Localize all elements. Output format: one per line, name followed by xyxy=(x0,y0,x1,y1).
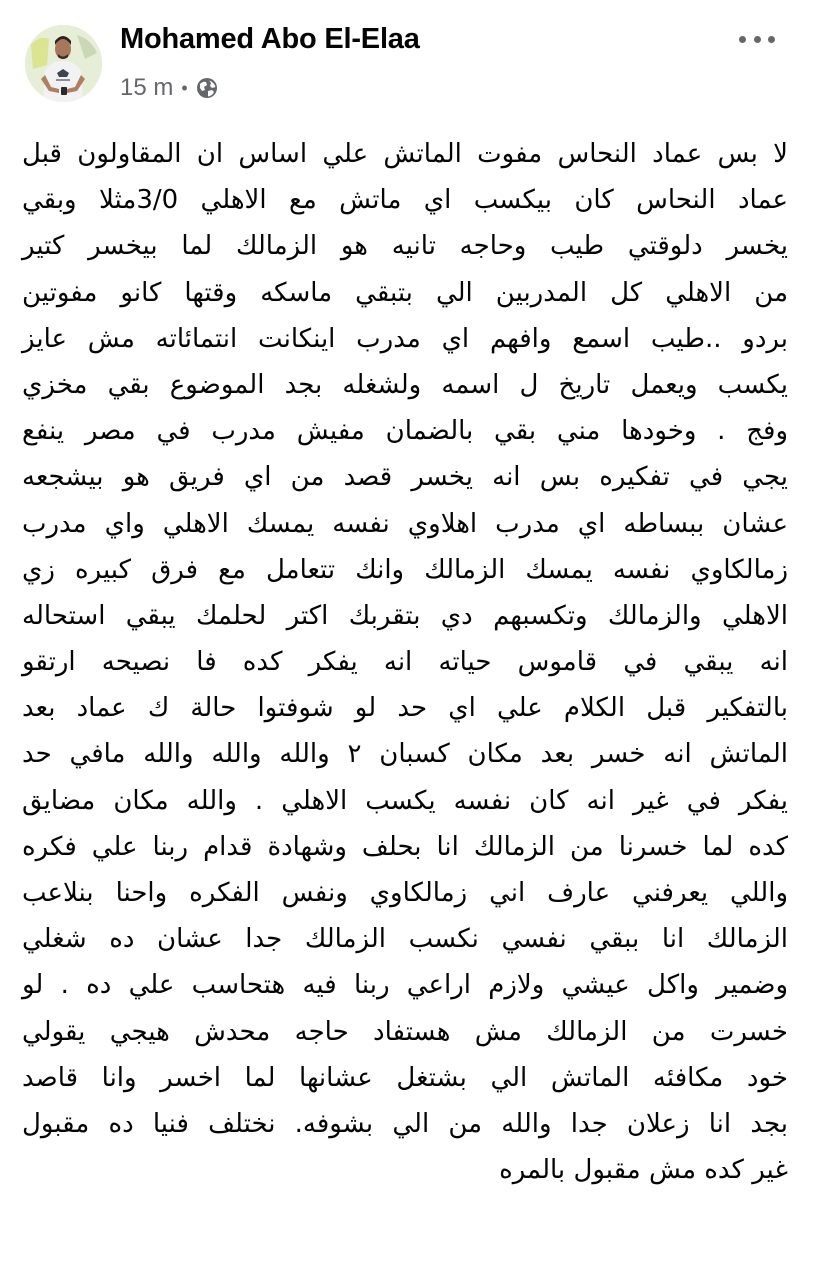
post-text-line: واللي يعرفني عارف اني زمالكاوي ونفس الفكره واحنا بنلاعب xyxy=(22,878,788,908)
post-text-line: يجي في تفكيره بس انه يخسر قصد من اي فريق هو بيشجعه xyxy=(22,462,788,493)
post-text-line: بردو ..طيب اسمع وافهم اي مدرب اينكانت انتمائاته مش عايز xyxy=(22,323,788,354)
post-text-line: بالتفكير قبل الكلام علي اي حد لو شوفتوا حالة ك عماد بعد xyxy=(22,693,788,724)
post-text-line: الزمالك انا ببقي نفسي نكسب الزمالك جدا عشان ده شغلي xyxy=(22,924,788,955)
globe-icon[interactable] xyxy=(196,77,218,99)
post-text-line: يخسر دلوقتي طيب وحاجه تانيه هو الزمالك لما بيخسر كتير xyxy=(22,231,788,262)
post-text-line: وفج . وخودها مني بقي بالضمان مفيش مدرب في مصر ينفع xyxy=(22,416,788,447)
more-options-button[interactable] xyxy=(739,27,775,51)
post-text xyxy=(22,131,788,1193)
post-meta xyxy=(120,73,218,103)
post-text-line: الماتش انه خسر بعد مكان كسبان ٢ والله والله والله مافي حد xyxy=(22,739,788,770)
post-text-line: انه يبقي في قاموس حياته انه يفكر كده فا نصيحه ارتقو xyxy=(22,647,788,678)
post-timestamp[interactable]: 15 m xyxy=(120,74,174,101)
post-text-line: وضمير واكل عيشي ولازم اراعي ربنا فيه هتحاسب علي ده . لو xyxy=(22,970,788,1001)
more-horizontal-icon xyxy=(739,36,746,43)
post-text-line: عشان ببساطه اي مدرب اهلاوي نفسه يمسك الاهلي واي مدرب xyxy=(22,508,788,539)
post-text-line: عماد النحاس كان بيكسب اي ماتش مع الاهلي 3/0مثلا وبقي xyxy=(22,185,788,216)
post-header xyxy=(0,0,813,120)
post-text-line: خسرت من الزمالك مش هستفاد حاجه محدش هيجي يقولي xyxy=(22,1016,788,1047)
post-text-line: لا بس عماد النحاس مفوت الماتش علي اساس ان المقاولون قبل xyxy=(22,139,788,169)
profile-photo-icon xyxy=(25,25,102,102)
more-dot xyxy=(768,36,775,43)
post-text-line: من الاهلي كل المدربين الي بتبقي ماسكه وقتها كانو مفوتين xyxy=(22,277,788,308)
author-avatar[interactable] xyxy=(25,25,102,102)
author-name[interactable]: Mohamed Abo El-Elaa xyxy=(120,23,420,55)
post-text-line: بجد انا زعلان جدا والله من الي بشوفه. نختلف فنيا ده مقبول xyxy=(22,1108,788,1139)
post-text-line: غير كده مش مقبول بالمره xyxy=(499,1155,788,1186)
more-dot xyxy=(754,36,761,43)
meta-separator: • xyxy=(181,78,188,98)
post-text-line: زمالكاوي نفسه يمسك الزمالك وانك تتعامل مع فرق كبيره زي xyxy=(22,554,788,585)
post-text-line: الاهلي والزمالك وتكسبهم دي بتقربك اكتر لحلمك يبقي استحاله xyxy=(22,600,788,631)
post-text-line: كده لما خسرنا من الزمالك انا بحلف وشهادة قدام ربنا علي فكره xyxy=(22,831,788,862)
post-text-line: يفكر في غير انه كان نفسه يكسب الاهلي . والله مكان مضايق xyxy=(22,785,788,816)
post-text-line: خود مكافئه الماتش الي بشتغل عشانها لما اخسر وانا قاصد xyxy=(22,1062,788,1093)
post-text-line: يكسب ويعمل تاريخ ل اسمه ولشغله بجد الموضوع بقي مخزي xyxy=(22,369,788,400)
